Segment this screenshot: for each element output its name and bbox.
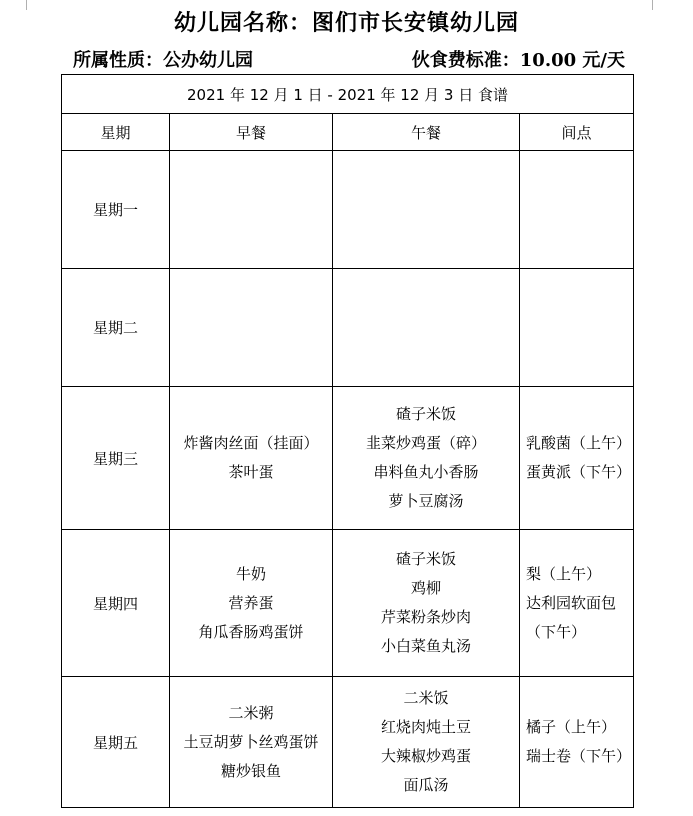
menu-item: 韭菜炒鸡蛋（碎） [365, 434, 486, 452]
breakfast-cell [170, 151, 333, 269]
kindergarten-nature: 所属性质：公办幼儿园 [73, 50, 253, 71]
menu-item: 芹菜粉条炒肉 [380, 608, 471, 626]
table-row [62, 677, 634, 808]
menu-item: 橘子（上午） [526, 718, 617, 736]
day-cell: 星期三 [62, 387, 170, 530]
table-row [62, 530, 634, 677]
menu-item: 二米粥 [228, 703, 274, 722]
menu-item: 鸡柳 [410, 579, 441, 597]
column-header-lunch: 午餐 [333, 114, 520, 151]
snack-cell [520, 269, 634, 387]
menu-item: 二米饭 [403, 689, 449, 707]
snack-cell [520, 387, 634, 530]
menu-item: 牛奶 [235, 564, 266, 583]
menu-item: 红烧肉炖土豆 [380, 718, 471, 736]
menu-item: 小白菜鱼丸汤 [380, 637, 471, 655]
breakfast-cell [170, 677, 333, 808]
menu-item: 梨（上午） [526, 564, 602, 583]
table-row [62, 151, 634, 269]
day-cell: 星期一 [62, 151, 170, 269]
breakfast-cell [170, 530, 333, 677]
menu-item: 达利园软面包 [526, 593, 617, 612]
day-cell: 星期四 [62, 530, 170, 677]
column-header-snack: 间点 [520, 114, 634, 151]
lunch-cell [333, 530, 520, 677]
meal-fee: 伙食费标准：10.00 元/天 [411, 50, 625, 71]
menu-item: 大辣椒炒鸡蛋 [380, 747, 471, 765]
menu-item: 土豆胡萝卜丝鸡蛋饼 [183, 732, 319, 751]
weekly-menu-table [61, 74, 634, 808]
snack-cell [520, 677, 634, 808]
menu-item: 炸酱肉丝面（挂面） [183, 434, 319, 452]
lunch-cell [333, 269, 520, 387]
menu-item: 面瓜汤 [403, 776, 449, 794]
menu-item: 角瓜香肠鸡蛋饼 [198, 622, 304, 641]
menu-item: 碴子米饭 [395, 405, 456, 423]
table-row [62, 269, 634, 387]
menu-item: 茶叶蛋 [228, 463, 274, 481]
day-cell: 星期二 [62, 269, 170, 387]
snack-cell [520, 151, 634, 269]
breakfast-cell [170, 269, 333, 387]
table-row [62, 387, 634, 530]
lunch-cell [333, 151, 520, 269]
snack-cell [520, 530, 634, 677]
lunch-cell [333, 677, 520, 808]
menu-item: （下午） [526, 622, 587, 641]
menu-item: 糖炒银鱼 [220, 761, 281, 780]
menu-item: 营养蛋 [228, 593, 274, 612]
day-cell: 星期五 [62, 677, 170, 808]
menu-item: 串料鱼丸小香肠 [373, 463, 479, 481]
menu-item: 碴子米饭 [395, 550, 456, 568]
menu-item: 瑞士卷（下午） [526, 747, 632, 765]
column-header-day: 星期 [62, 114, 170, 151]
lunch-cell [333, 387, 520, 530]
menu-item: 乳酸菌（上午） [526, 434, 632, 452]
column-header-breakfast: 早餐 [170, 114, 333, 151]
breakfast-cell [170, 387, 333, 530]
menu-item: 萝卜豆腐汤 [388, 492, 464, 510]
menu-period: 2021 年 12 月 1 日 - 2021 年 12 月 3 日 食谱 [62, 75, 634, 114]
menu-item: 蛋黄派（下午） [526, 463, 632, 481]
kindergarten-title: 幼儿园名称：图们市长安镇幼儿园 [173, 10, 519, 36]
